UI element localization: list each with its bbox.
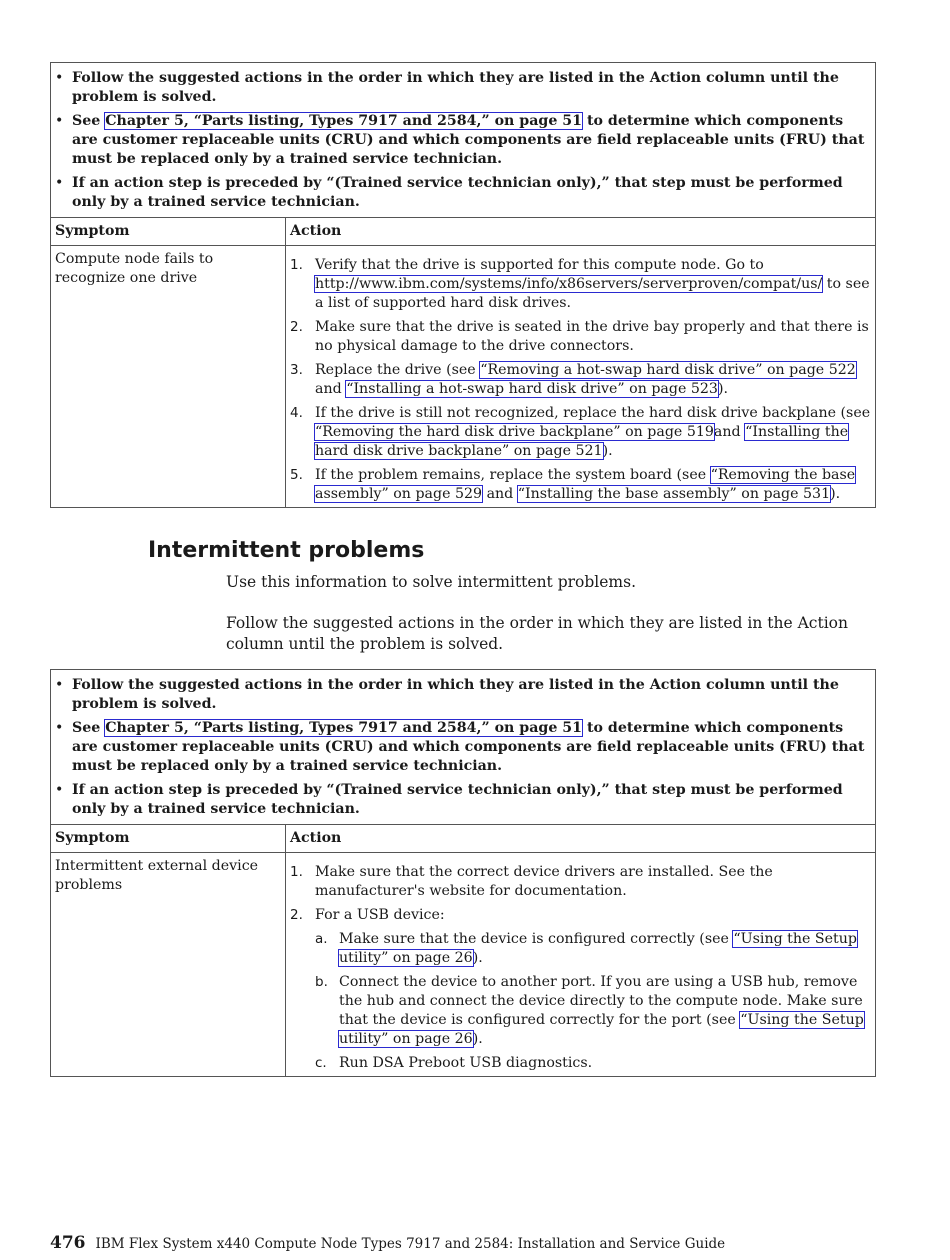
- setup-utility-link[interactable]: “Using the Setup utility” on page 26: [339, 931, 857, 966]
- note-item: • Follow the suggested actions in the order in which they are listed in the Action column until the problem is solved.: [55, 677, 839, 712]
- action-cell: [286, 853, 875, 1076]
- action-header: Action: [290, 223, 342, 239]
- action-substep: b. Connect the device to another port. If you are using a USB hub, remove the hub and connect the device directly to the compute node. Make sure that the device is configured correctly for the port (see “Using the Setup utility” on page 26).: [315, 974, 864, 1047]
- note-item: • See Chapter 5, “Parts listing, Types 7917 and 2584,” on page 51 to determine which components are customer replaceable units (CRU) and which components are field replaceable units (FRU) that must be replaced only by a trained service technician.: [55, 720, 865, 774]
- action-step: 2. For a USB device: a. Make sure that the device is configured correctly (see “Using the Setup utility” on page 26). b. Connect the device to another port. If you are using a USB hub, remove the hub and connect the device directly to the compute node. Make sure that the device is configured correctly for the port (see “Using the Setup utility” on page 26). c. Run DSA Preboot USB diagnostics.: [290, 906, 871, 1073]
- substep-list: [315, 930, 871, 1073]
- action-substep: c. Run DSA Preboot USB diagnostics.: [315, 1055, 593, 1071]
- note-item: • If an action step is preceded by “(Trained service technician only),” that step must be performed only by a trained service technician.: [55, 782, 843, 817]
- page-footer: [50, 1233, 725, 1253]
- table-notes: [51, 63, 875, 218]
- book-title: IBM Flex System x440 Compute Node Types 7917 and 2584: Installation and Service Guide: [95, 1236, 726, 1252]
- symptom-header: Symptom: [51, 218, 286, 245]
- section-title: Intermittent problems: [148, 538, 425, 563]
- table-row: [51, 246, 875, 507]
- note-item: • If an action step is preceded by “(Trained service technician only),” that step must be performed only by a trained service technician.: [55, 175, 843, 210]
- remove-drive-link[interactable]: “Removing a hot-swap hard disk drive” on page 522: [480, 362, 856, 378]
- action-step: 1. Verify that the drive is supported for this compute node. Go to http://www.ibm.com/systems/info/x86servers/serverproven/compat/us/ to see a list of supported hard disk drives.: [290, 257, 870, 311]
- table-header-row: [51, 825, 875, 853]
- troubleshooting-table-drive: [50, 62, 876, 508]
- action-step: 5. If the problem remains, replace the system board (see “Removing the base assembly” on page 529 and “Installing the base assembly” on page 531).: [290, 467, 856, 502]
- symptom-cell: Intermittent external device problems: [51, 853, 286, 1076]
- setup-utility-link[interactable]: “Using the Setup utility” on page 26: [339, 1012, 864, 1047]
- troubleshooting-table-intermittent: [50, 669, 876, 1077]
- action-step: 2. Make sure that the drive is seated in the drive bay properly and that there is no physical damage to the drive connectors.: [290, 319, 869, 354]
- remove-base-assembly-link[interactable]: “Removing the base assembly” on page 529: [315, 467, 856, 502]
- table-row: [51, 853, 875, 1076]
- action-step: 1. Make sure that the correct device drivers are installed. See the manufacturer's website for documentation.: [290, 864, 773, 899]
- symptom-cell: Compute node fails to recognize one drive: [51, 246, 286, 507]
- action-header: Action: [290, 830, 342, 846]
- action-substep: a. Make sure that the device is configured correctly (see “Using the Setup utility” on page 26).: [315, 931, 857, 966]
- remove-backplane-link[interactable]: “Removing the hard disk drive backplane” on page 519: [315, 424, 714, 440]
- section-intro: Use this information to solve intermittent problems.: [226, 573, 637, 591]
- install-base-assembly-link[interactable]: “Installing the base assembly” on page 531: [517, 486, 831, 502]
- parts-listing-link[interactable]: Chapter 5, “Parts listing, Types 7917 and 2584,” on page 51: [105, 720, 583, 736]
- page-number: 476: [50, 1233, 86, 1253]
- action-step: 3. Replace the drive (see “Removing a hot-swap hard disk drive” on page 522 and “Installing a hot-swap hard disk drive” on page 523).: [290, 362, 856, 397]
- symptom-header: Symptom: [51, 825, 286, 852]
- section-instructions: Follow the suggested actions in the order in which they are listed in the Action column until the problem is solved.: [226, 614, 848, 653]
- table-notes: [51, 670, 875, 825]
- note-item: • See Chapter 5, “Parts listing, Types 7917 and 2584,” on page 51 to determine which components are customer replaceable units (CRU) and which components are field replaceable units (FRU) that must be replaced only by a trained service technician.: [55, 113, 865, 167]
- install-drive-link[interactable]: “Installing a hot-swap hard disk drive” on page 523: [346, 381, 718, 397]
- install-backplane-link[interactable]: “Installing the hard disk drive backplane” on page 521: [315, 424, 849, 459]
- note-item: • Follow the suggested actions in the order in which they are listed in the Action column until the problem is solved.: [55, 70, 839, 105]
- table-header-row: [51, 218, 875, 246]
- action-cell: [286, 246, 875, 507]
- serverproven-link[interactable]: http://www.ibm.com/systems/info/x86servers/serverproven/compat/us/: [315, 276, 823, 292]
- action-step: 4. If the drive is still not recognized, replace the hard disk drive backplane (see “Removing the hard disk drive backplane” on page 519and “Installing the hard disk drive backplane” on page 521).: [290, 405, 871, 459]
- parts-listing-link[interactable]: Chapter 5, “Parts listing, Types 7917 and 2584,” on page 51: [105, 113, 583, 129]
